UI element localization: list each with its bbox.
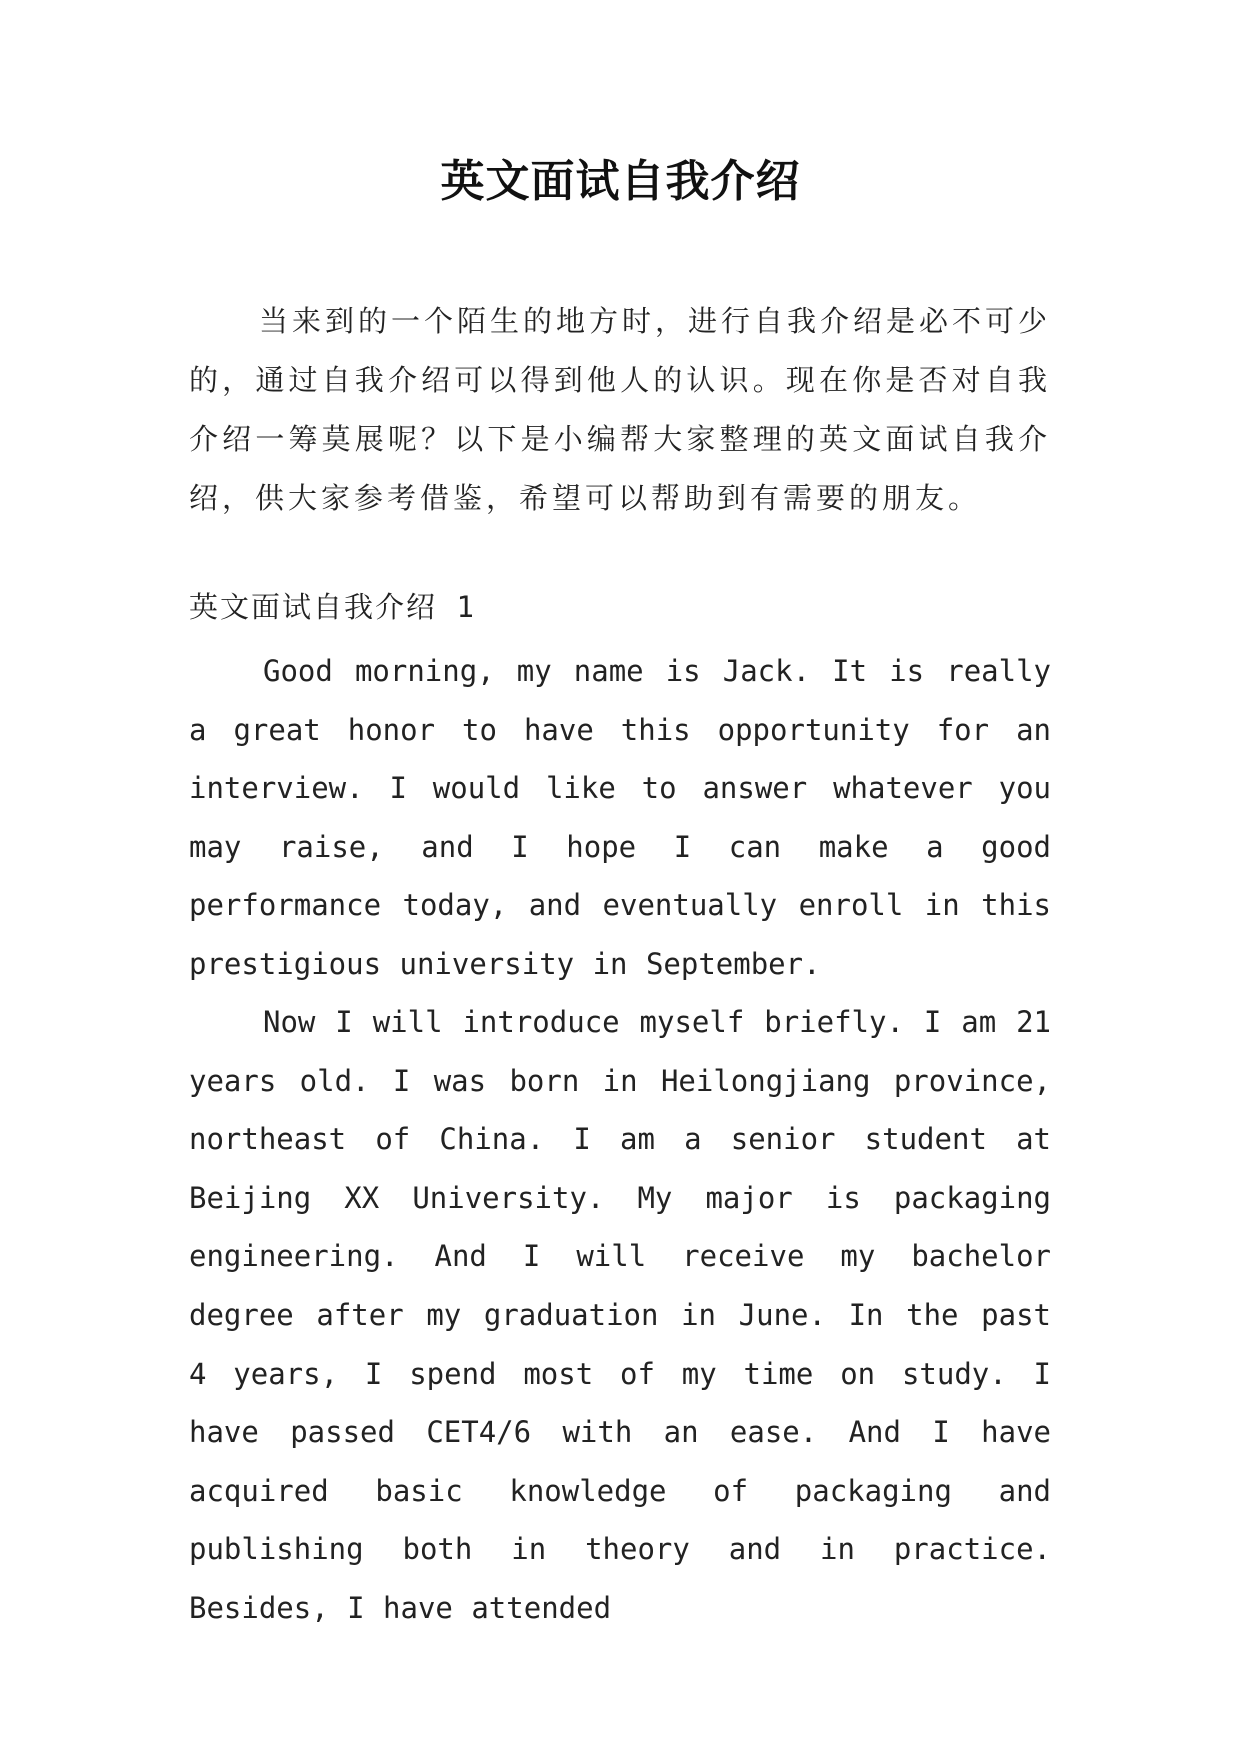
- intro-paragraph: 当来到的一个陌生的地方时，进行自我介绍是必不可少的，通过自我介绍可以得到他人的认识。现在你是否对自我介绍一筹莫展呢？以下是小编帮大家整理的英文面试自我介绍，供大家参考借鉴，希望可以帮助到有需要的朋友。: [189, 304, 1052, 515]
- document-title: 英文面试自我介绍: [440, 156, 801, 207]
- section-heading: 英文面试自我介绍 1: [189, 590, 476, 624]
- body-paragraph-2: Now I will introduce myself briefly. I am 21 years old. I was born in Heilongjiang province, northeast of China. I am a senior student at Beijing XX University. My major is packaging engineering. And I will receive my bachelor degree after my graduation in June. In the past 4 years, I spend most of my time on study. I have passed CET4/6 with an ease. And I have acquired basic knowledge of packaging and publishing both in theory and in practice. Besides, I have attended: [189, 1005, 1051, 1625]
- body-paragraph-1: Good morning, my name is Jack. It is really a great honor to have this opportunity for an interview. I would like to answer whatever you may raise, and I hope I can make a good performance today, and eventually enroll in this prestigious university in September.: [189, 654, 1051, 981]
